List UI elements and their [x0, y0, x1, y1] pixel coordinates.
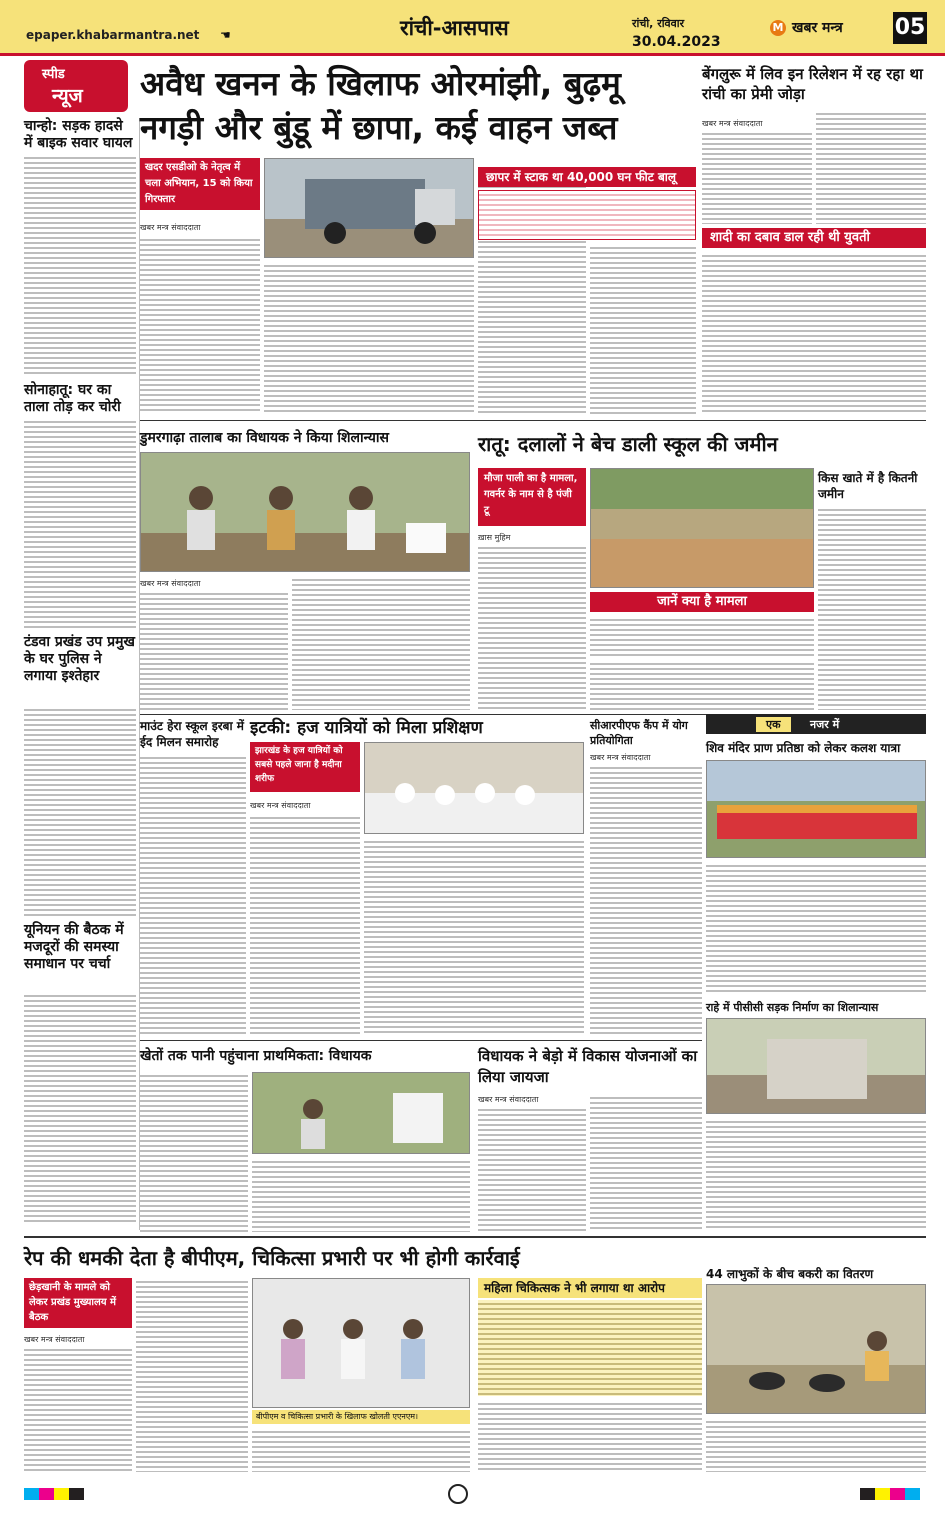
rape-headline[interactable]: रेप की धमकी देता है बीपीएम, चिकित्सा प्रभारी पर भी होगी कार्रवाई	[24, 1246, 520, 1270]
side-story-4-body	[24, 992, 136, 1224]
ratu-col1-body	[478, 544, 586, 710]
road-photo	[707, 1019, 926, 1114]
brand-name: खबर मन्त्र	[792, 20, 843, 36]
main-col4-body	[590, 244, 696, 414]
main-photo	[264, 158, 474, 258]
shiv-photo	[706, 760, 926, 858]
side-story-1-body	[24, 154, 136, 374]
hajj-training-photo	[365, 743, 584, 834]
page-number: 05	[893, 12, 927, 44]
ratu-caption: जानें क्या है मामला	[590, 592, 814, 612]
mount-body	[140, 754, 246, 1036]
bero-headline[interactable]: विधायक ने बेड़ो में विकास योजनाओं का लिया जायजा	[478, 1047, 698, 1086]
kheton-headline[interactable]: खेतों तक पानी पहुंचाना प्राथमिकता: विधायक	[140, 1048, 372, 1064]
logo-icon: M	[770, 20, 786, 36]
bengaluru-col2-body	[816, 110, 926, 224]
side-story-2-title[interactable]: सोनाहातू: घर का ताला तोड़ कर चोरी	[24, 382, 121, 415]
rape-col3-body	[252, 1428, 470, 1472]
rape-redbox: छेड़खानी के मामले को लेकर प्रखंड मुख्यालय में बैठक	[24, 1278, 132, 1328]
section-title: रांची-आसपास	[400, 16, 509, 40]
ratu-headline[interactable]: रातू: दलालों ने बेच डाली स्कूल की जमीन	[478, 432, 778, 456]
bakri-body	[706, 1418, 926, 1472]
main-headline[interactable]: अवैध खनन के खिलाफ ओरमांझी, बुढ़मू नगड़ी और बुंडू में छापा, कई वाहन जब्त	[140, 64, 621, 147]
registration-mark-icon	[448, 1484, 468, 1504]
main-redbar: छापर में स्टाक था 40,000 घन फीट बालू	[478, 167, 696, 187]
dumargarha-col1-body	[140, 590, 288, 710]
itki-photo	[364, 742, 584, 834]
dateline-city: रांची, रविवार	[632, 17, 685, 30]
pcc-photo	[706, 1018, 926, 1114]
kalash-yatra-photo	[707, 761, 926, 858]
ratu-caption-body	[590, 616, 814, 656]
goat-distribution-photo	[707, 1285, 926, 1414]
kheton-col1-body	[140, 1072, 248, 1232]
section-rule	[24, 1236, 926, 1238]
ceremony-photo	[141, 453, 470, 572]
mount-headline[interactable]: माउंट हेरा स्कूल इरबा में ईद मिलन समारोह	[140, 719, 244, 749]
crpf-headline[interactable]: सीआरपीएफ कैंप में योग प्रतियोगिता	[590, 719, 688, 747]
itki-col2-body	[364, 838, 584, 1036]
shiv-headline[interactable]: शिव मंदिर प्राण प्रतिष्ठा को लेकर कलश यात्रा	[706, 741, 901, 755]
bero-col2-body	[590, 1094, 702, 1232]
rape-byline: खबर मन्त्र संवाददाता	[24, 1335, 85, 1344]
itki-col1-body	[250, 814, 360, 1036]
shiv-body	[706, 862, 926, 994]
pcc-headline[interactable]: राहे में पीसीसी सड़क निर्माण का शिलान्यास	[706, 1001, 879, 1014]
dumargarha-byline: खबर मन्त्र संवाददाता	[140, 579, 201, 588]
ek-nazar-left: एक	[756, 717, 791, 732]
masthead	[0, 0, 945, 56]
bengaluru-col1-body	[702, 130, 812, 224]
ratu-redbox: मौजा पाली का है मामला, गवर्नर के नाम से है पंजी टू	[478, 468, 586, 526]
ratu-sub-headline: किस खाते में है कितनी जमीन	[818, 471, 918, 501]
section-rule	[140, 420, 926, 421]
main-byline: खबर मन्त्र संवाददाता	[140, 223, 201, 232]
anm-protest-photo	[253, 1279, 470, 1408]
bengaluru-byline: खबर मन्त्र संवाददाता	[702, 119, 763, 128]
color-bar-left	[24, 1488, 84, 1500]
ratu-byline: ख़ास मुहिम	[478, 533, 511, 542]
side-story-3-body	[24, 706, 136, 916]
side-story-2-body	[24, 418, 136, 628]
epaper-url[interactable]: epaper.khabarmantra.net	[26, 28, 200, 42]
speed-news-line2: न्यूज	[52, 85, 83, 107]
dateline-date: 30.04.2023	[632, 34, 721, 50]
ratu-photo	[590, 468, 814, 588]
itki-redbox: झारखंड के हज यात्रियों को सबसे पहले जाना है मदीना शरीफ	[250, 742, 360, 792]
bengaluru-redbar: शादी का दबाव डाल रही थी युवती	[702, 228, 926, 248]
bengaluru-headline[interactable]: बेंगलुरू में लिव इन रिलेशन में रह रहा था रांची का प्रेमी जोड़ा	[702, 65, 923, 103]
ratu-col2-body	[590, 660, 814, 710]
section-rule	[140, 1040, 702, 1041]
rape-yellow-bar: महिला चिकित्सक ने भी लगाया था आरोप	[478, 1278, 702, 1298]
dumargarha-photo	[140, 452, 470, 572]
ek-nazar-right: नजर में	[810, 718, 840, 731]
rape-photo-caption: बीपीएम व चिकित्सा प्रभारी के खिलाफ खोलती एएनएम।	[252, 1410, 470, 1424]
rape-col1-body	[24, 1346, 132, 1472]
crpf-body	[590, 764, 702, 1036]
dumargarha-headline[interactable]: डुमरगाढ़ा तालाब का विधायक ने किया शिलान्यास	[140, 430, 389, 446]
rape-col2-body	[136, 1278, 248, 1472]
side-story-3-title[interactable]: टंडवा प्रखंड उप प्रमुख के घर पुलिस ने लगाया इश्तेहार	[24, 634, 135, 684]
cursor-icon: ☚	[220, 28, 231, 42]
bakri-headline[interactable]: 44 लाभुकों के बीच बकरी का वितरण	[706, 1267, 874, 1281]
bengaluru-body	[702, 252, 926, 414]
main-redbox: खदर एसडीओ के नेतृत्व में चला अभियान, 15 को किया गिरफ्तार	[140, 158, 260, 210]
itki-headline[interactable]: इटकी: हज यात्रियों को मिला प्रशिक्षण	[250, 718, 483, 738]
bero-col1-body	[478, 1106, 586, 1232]
bakri-photo	[706, 1284, 926, 1414]
ratu-col3-body	[818, 506, 926, 710]
side-story-1-title[interactable]: चान्हो: सड़क हादसे में बाइक सवार घायल	[24, 118, 133, 151]
itki-byline: खबर मन्त्र संवाददाता	[250, 801, 311, 810]
pcc-body	[706, 1118, 926, 1230]
kheton-col2-body	[252, 1158, 470, 1232]
main-col1-body	[140, 236, 260, 414]
land-photo	[591, 469, 814, 588]
rape-photo	[252, 1278, 470, 1408]
kheton-photo	[252, 1072, 470, 1154]
inauguration-photo	[253, 1073, 470, 1154]
dumargarha-col2-body	[292, 576, 470, 710]
speed-news-line1: स्पीड	[42, 67, 65, 82]
color-bar-right	[860, 1488, 920, 1500]
side-story-4-title[interactable]: यूनियन की बैठक में मजदूरों की समस्या समाधान पर चर्चा	[24, 922, 124, 972]
rape-yellow-body	[478, 1300, 702, 1396]
main-redbar-text	[478, 190, 696, 240]
dump-truck-photo	[265, 159, 474, 258]
crpf-byline: खबर मन्त्र संवाददाता	[590, 753, 651, 762]
main-col2-body	[264, 262, 474, 414]
bero-byline: खबर मन्त्र संवाददाता	[478, 1095, 539, 1104]
rape-col4-body	[478, 1400, 702, 1472]
